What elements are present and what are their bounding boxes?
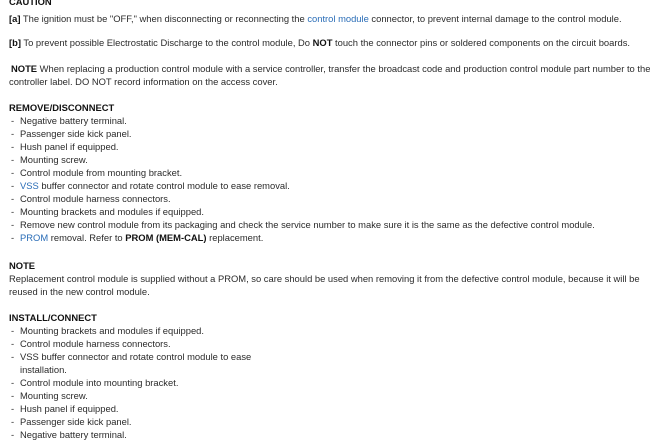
caution-b-tag: [b] — [9, 37, 21, 48]
note1-label: NOTE — [11, 63, 38, 74]
list-item-continuation: installation. — [20, 364, 67, 375]
remove-section — [9, 101, 646, 244]
note2-line1: Replacement control module is supplied without a PROM, so care should be used when removing it from the defective control module, because it will be — [9, 273, 640, 284]
caution-section — [9, 0, 646, 25]
list-item: - VSS buffer connector and rotate control module to ease — [11, 351, 252, 362]
caution-item-b — [9, 36, 646, 49]
note1-line1: When replacing a production control module with a service controller, transfer the broadcast code and production control module part number to the — [37, 63, 650, 74]
note2-line2: reused in the new control module. — [9, 286, 150, 297]
list-item: - VSS buffer connector and rotate control module to ease removal. — [11, 180, 290, 191]
list-item: - Control module into mounting bracket. — [11, 377, 179, 388]
install-section — [9, 311, 646, 441]
install-list — [9, 324, 646, 441]
vss-link[interactable]: VSS — [20, 180, 39, 191]
list-item: - Negative battery terminal. — [11, 115, 127, 126]
list-item: - Hush panel if equipped. — [11, 403, 119, 414]
install-heading: INSTALL/CONNECT — [9, 312, 97, 323]
list-item: - Control module harness connectors. — [11, 193, 171, 204]
list-item: - Mounting screw. — [11, 154, 88, 165]
note1-line2: controller label. DO NOT record information on the access cover. — [9, 76, 278, 87]
caution-b-text-post: touch the connector pins or soldered components on the circuit boards. — [332, 37, 630, 48]
caution-b-text-pre: To prevent possible Electrostatic Discharge to the control module, Do — [20, 37, 313, 48]
remove-list — [9, 114, 646, 244]
list-item: - Control module from mounting bracket. — [11, 167, 183, 178]
remove-heading: REMOVE/DISCONNECT — [9, 102, 115, 113]
caution-a-text-post: connector, to prevent internal damage to the control module. — [368, 13, 622, 24]
caution-title: CAUTION — [9, 0, 52, 7]
list-item: - PROM removal. Refer to PROM (MEM-CAL) replacement. — [11, 232, 264, 243]
note-section-1 — [9, 62, 650, 88]
list-item: - Mounting brackets and modules if equipped. — [11, 206, 204, 217]
list-item: - Remove new control module from its packaging and check the service number to make sure it is the same as the defective control module. — [11, 219, 595, 230]
list-item: - Control module harness connectors. — [11, 338, 171, 349]
caution-b-not: NOT — [312, 37, 333, 48]
list-item: - Passenger side kick panel. — [11, 128, 132, 139]
caution-a-tag: [a] — [9, 13, 21, 24]
list-item: - Hush panel if equipped. — [11, 141, 119, 152]
note2-label: NOTE — [9, 260, 36, 271]
list-item: - Mounting brackets and modules if equipped. — [11, 325, 204, 336]
note-section-2 — [9, 259, 646, 298]
control-module-link[interactable]: control module — [307, 13, 369, 24]
list-item: - Passenger side kick panel. — [11, 416, 132, 427]
prom-link[interactable]: PROM — [20, 232, 49, 243]
caution-item-a — [9, 12, 646, 25]
list-item: - Negative battery terminal. — [11, 429, 127, 440]
list-item: - Mounting screw. — [11, 390, 88, 401]
prom-reference: PROM (MEM-CAL) — [125, 232, 207, 243]
caution-a-text-pre: The ignition must be "OFF," when disconnecting or reconnecting the — [20, 13, 308, 24]
